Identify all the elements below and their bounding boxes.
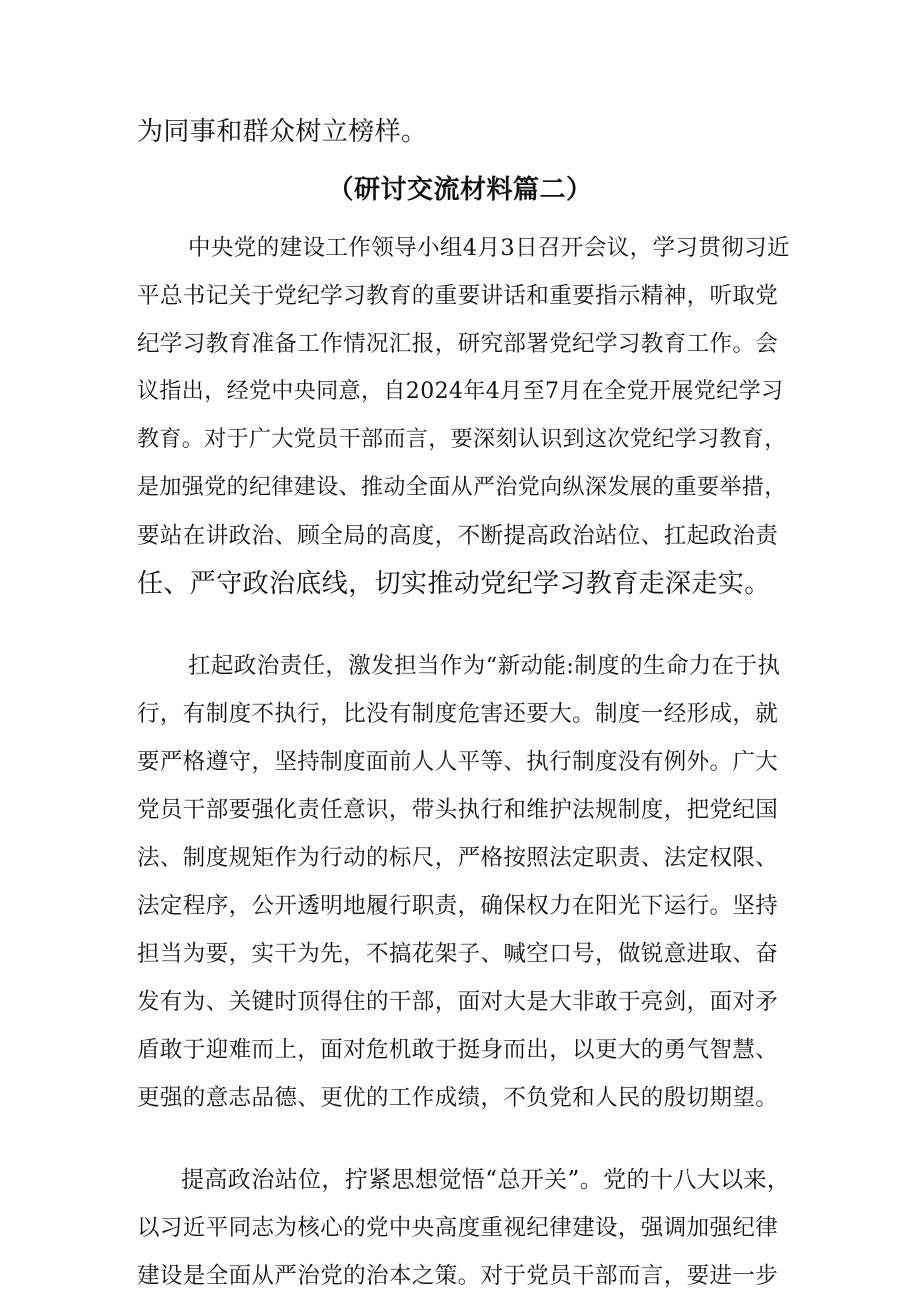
paragraph-line: 以习近平同志为核心的党中央高度重视纪律建设，强调加强纪律 — [137, 1215, 779, 1241]
paragraph-line: 纪学习教育准备工作情况汇报，研究部署党纪学习教育工作。会 — [137, 331, 779, 357]
paragraph-line: 中央党的建设工作领导小组4月3日召开会议，学习贯彻习近 — [188, 235, 790, 261]
paragraph-line: 建设是全面从严治党的治本之策。对于党员干部而言，要进一步 — [137, 1263, 779, 1289]
paragraph-line: 扛起政治责任，激发担当作为“新动能:制度的生命力在于执 — [188, 653, 781, 679]
paragraph-line: 法定程序，公开透明地履行职责，确保权力在阳光下运行。坚持 — [137, 893, 779, 919]
paragraph-line: 平总书记关于党纪学习教育的重要讲话和重要指示精神，听取党 — [137, 283, 779, 309]
paragraph-line: 盾敢于迎难而上，面对危机敢于挺身而出，以更大的勇气智慧、 — [137, 1037, 779, 1063]
intro-tail-line: 为同事和群众树立榜样。 — [137, 117, 428, 147]
paragraph-line: 党员干部要强化责任意识，带头执行和维护法规制度，把党纪国 — [137, 797, 779, 823]
paragraph-line: 教育。对于广大党员干部而言，要深刻认识到这次党纪学习教育， — [137, 427, 787, 452]
paragraph-line: 担当为要，实干为先，不搞花架子、喊空口号，做锐意进取、奋 — [137, 941, 779, 967]
section-title: （研讨交流材料篇二） — [327, 175, 593, 205]
paragraph-line: 发有为、关键时顶得住的干部，面对大是大非敢于亮剑，面对矛 — [137, 989, 779, 1015]
paragraph-line: 提高政治站位，拧紧思想觉悟“总开关”。党的十八大以来， — [181, 1167, 791, 1193]
paragraph-line: 法、制度规矩作为行动的标尺，严格按照法定职责、法定权限、 — [137, 845, 779, 871]
paragraph-line: 要严格遵守，坚持制度面前人人平等、执行制度没有例外。广大 — [137, 749, 779, 775]
paragraph-line: 是加强党的纪律建设、推动全面从严治党向纵深发展的重要举措， — [137, 475, 787, 500]
paragraph-line: 行，有制度不执行，比没有制度危害还要大。制度一经形成，就 — [137, 701, 779, 727]
paragraph-line: 要站在讲政治、顾全局的高度，不断提高政治站位、扛起政治责 — [137, 523, 779, 549]
paragraph-line: 议指出，经党中央同意，自2024年4月至7月在全党开展党纪学习 — [137, 379, 784, 404]
paragraph-line: 更强的意志品德、更优的工作成绩，不负党和人民的殷切期望。 — [137, 1085, 779, 1111]
paragraph-line: 任、严守政治底线，切实推动党纪学习教育走深走实。 — [137, 569, 771, 599]
